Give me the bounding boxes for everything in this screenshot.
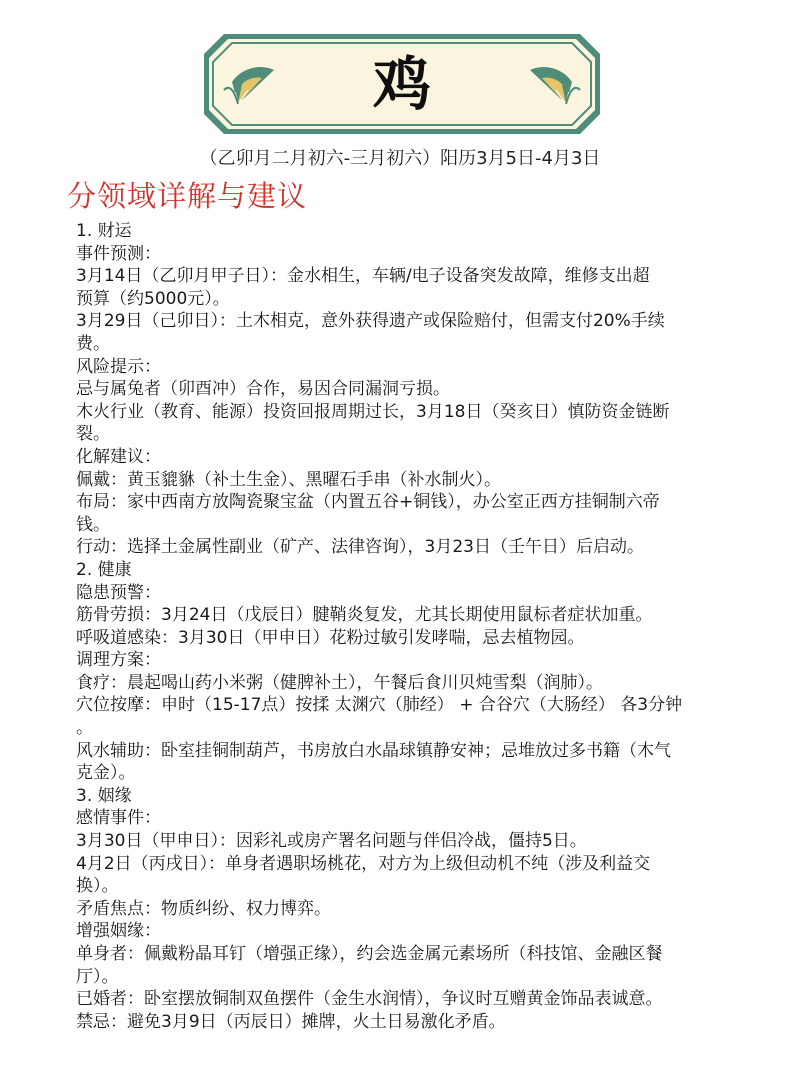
subheading: 隐患预警： bbox=[76, 582, 161, 603]
subheading: 风险提示： bbox=[76, 356, 161, 377]
text-line: 呼吸道感染：3月30日（甲申日）花粉过敏引发哮喘，忌去植物园。 bbox=[76, 627, 585, 648]
text-line: 4月2日（丙戌日）：单身者遇职场桃花，对方为上级但动机不纯（涉及利益交 bbox=[76, 853, 651, 874]
text-line: 佩戴：黄玉貔貅（补土生金）、黑曜石手串（补水制火）。 bbox=[76, 469, 501, 490]
text-line: 3月29日（己卯日）：土木相克，意外获得遗产或保险赔付，但需支付20%手续 bbox=[76, 311, 665, 332]
text-line: 厅）。 bbox=[76, 966, 119, 987]
text-line: 费。 bbox=[76, 333, 110, 354]
text-line: 3月30日（甲申日）：因彩礼或房产署名问题与伴侣冷战，僵持5日。 bbox=[76, 831, 587, 852]
text-line: 矛盾焦点：物质纠纷、权力博弈。 bbox=[76, 898, 331, 919]
body-text bbox=[76, 220, 766, 1033]
text-line: 裂。 bbox=[76, 424, 110, 445]
subheading: 化解建议： bbox=[76, 446, 161, 467]
text-line: 筋骨劳损：3月24日（戊辰日）腱鞘炎复发，尤其长期使用鼠标者症状加重。 bbox=[76, 605, 653, 626]
text-line: 3月14日（乙卯月甲子日）：金水相生，车辆/电子设备突发故障，维修支出超 bbox=[76, 266, 650, 287]
subheading: 增强姻缘： bbox=[76, 921, 161, 942]
text-line: 换）。 bbox=[76, 876, 119, 897]
text-line: 食疗：晨起喝山药小米粥（健脾补土），午餐后食川贝炖雪梨（润肺）。 bbox=[76, 672, 603, 693]
text-line: 钱。 bbox=[76, 514, 110, 535]
text-line: 克金）。 bbox=[76, 763, 136, 784]
section-title-health: 2. 健康 bbox=[76, 559, 132, 580]
text-line: 行动：选择土金属性副业（矿产、法律咨询），3月23日（壬午日）后启动。 bbox=[76, 537, 644, 558]
date-range-subtitle: （乙卯月二月初六-三月初六）阳历3月5日-4月3日 bbox=[199, 148, 601, 169]
title-banner bbox=[202, 32, 602, 136]
text-line: 已婚者：卧室摆放铜制双鱼摆件（金生水润情），争议时互赠黄金饰品表诚意。 bbox=[76, 989, 663, 1010]
section-title-wealth: 1. 财运 bbox=[76, 221, 132, 241]
subheading: 感情事件： bbox=[76, 808, 161, 829]
page-title: 鸡 bbox=[372, 50, 431, 118]
section-title-romance: 3. 姻缘 bbox=[76, 785, 132, 806]
section-heading: 分领域详解与建议 bbox=[67, 179, 308, 213]
text-line: 风水辅助：卧室挂铜制葫芦，书房放白水晶球镇静安神；忌堆放过多书籍（木气 bbox=[76, 740, 671, 761]
text-line: 穴位按摩：申时（15-17点）按揉 太渊穴（肺经） + 合谷穴（大肠经） 各3分钟 bbox=[76, 695, 683, 716]
text-line: 布局：家中西南方放陶瓷聚宝盆（内置五谷+铜钱），办公室正西方挂铜制六帝 bbox=[76, 492, 660, 513]
text-line: 。 bbox=[76, 718, 93, 739]
subheading: 调理方案： bbox=[76, 650, 161, 671]
text-line: 禁忌：避免3月9日（丙辰日）摊牌，火土日易激化矛盾。 bbox=[76, 1011, 506, 1032]
text-line: 木火行业（教育、能源）投资回报周期过长，3月18日（癸亥日）慎防资金链断 bbox=[76, 401, 670, 422]
text-line: 预算（约5000元）。 bbox=[76, 288, 230, 309]
text-line: 单身者：佩戴粉晶耳钉（增强正缘），约会选金属元素场所（科技馆、金融区餐 bbox=[76, 944, 663, 964]
text-line: 忌与属兔者（卯酉冲）合作，易因合同漏洞亏损。 bbox=[76, 379, 450, 400]
subheading: 事件预测： bbox=[76, 243, 161, 264]
